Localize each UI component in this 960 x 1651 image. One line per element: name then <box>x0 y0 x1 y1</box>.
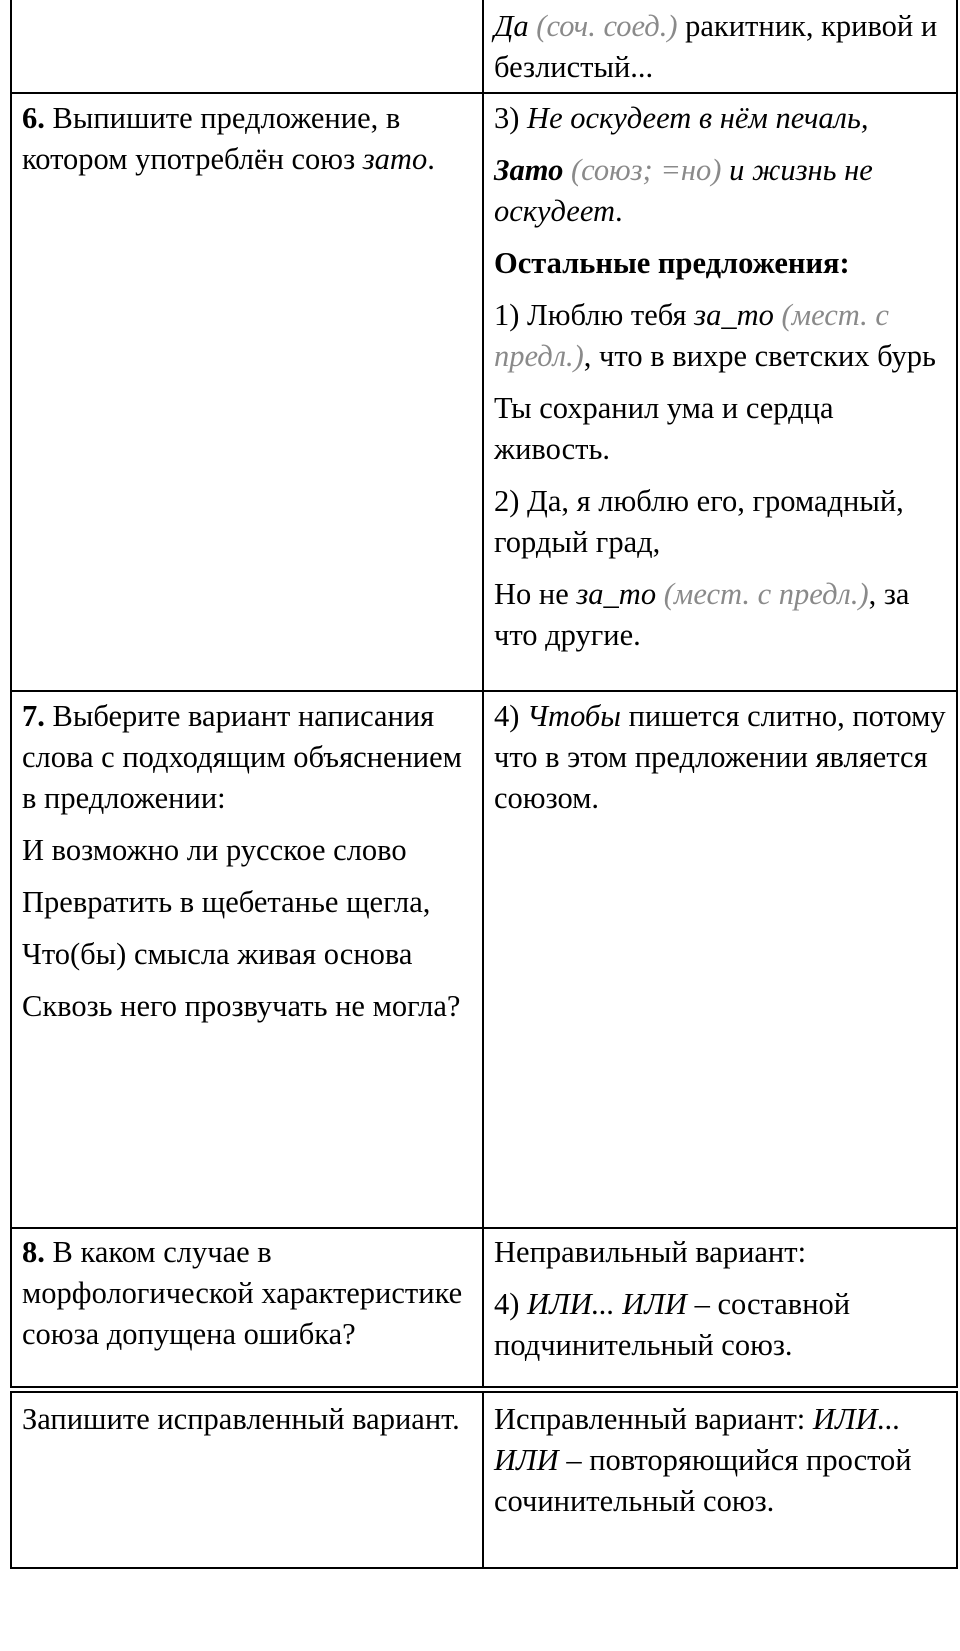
task-number: 7. <box>22 699 45 733</box>
row-divider <box>12 92 956 94</box>
answer-text: – повторяющийся простой сочинительный союз. <box>494 1443 912 1518</box>
other-text: 1) Люблю тебя <box>494 298 695 332</box>
answer-end: . <box>615 194 623 228</box>
table-correction-block <box>10 1391 958 1569</box>
other-text: Но не <box>494 577 577 611</box>
answer-word: ИЛИ... ИЛИ <box>527 1287 687 1321</box>
answer-number: 3) <box>494 101 528 135</box>
fix-label: Исправленный вариант: <box>494 1402 806 1436</box>
answer-line: Не оскудеет в нём печаль, <box>527 101 869 135</box>
answer-number: 4) <box>494 1287 528 1321</box>
answer-text: – составной подчинительный союз. <box>494 1287 851 1362</box>
grammar-note: (мест. с предл.) <box>656 577 869 611</box>
other-word: за_то <box>576 577 657 611</box>
grammar-note: (мест. с предл.) <box>494 298 889 373</box>
correction-answer-cell <box>494 1399 954 1522</box>
grammar-note: (союз; =но) <box>563 153 722 187</box>
grammar-note: (соч. соед.) <box>536 9 678 43</box>
task-text: Запишите исправленный вариант. <box>22 1402 460 1436</box>
answer-word: ИЛИ... ИЛИ <box>494 1402 901 1477</box>
poem-line: И возможно ли русское слово <box>22 833 407 867</box>
task-number: 8. <box>22 1235 45 1269</box>
task-text: Выпишите предложение, в котором употреблён союз <box>22 101 401 176</box>
task-end: . <box>427 142 435 176</box>
task7-question-cell <box>22 696 470 1027</box>
other-line: Ты сохранил ума и сердца живость. <box>494 391 834 466</box>
task7-answer-cell <box>494 696 954 819</box>
other-text: , что в вихре светских бурь <box>583 339 936 373</box>
correction-question-cell <box>22 1399 470 1440</box>
answer-word: Зато <box>494 153 564 187</box>
task8-answer-cell <box>494 1232 954 1366</box>
other-word: за_то <box>694 298 774 332</box>
answer-text: пишется слитно, потому что в этом предложении является союзом. <box>494 699 946 815</box>
task6-question-cell <box>22 98 470 180</box>
answer-word: Чтобы <box>527 699 621 733</box>
task6-answer-cell <box>494 98 954 656</box>
task-text: Выберите вариант написания слова с подходящим объяснением в предложении: <box>22 699 462 815</box>
task-number: 6. <box>22 101 45 135</box>
poem-line: Превратить в щебетанье щегла, <box>22 885 431 919</box>
answer-number: 4) <box>494 699 528 733</box>
row-divider <box>12 1227 956 1229</box>
task8-question-cell <box>22 1232 470 1355</box>
table-main-block <box>10 0 958 1388</box>
row0-text: ракитник, кривой и безлистый... <box>494 9 938 84</box>
row-divider <box>12 690 956 692</box>
task-text: В каком случае в морфологической характеристике союза допущена ошибка? <box>22 1235 463 1351</box>
column-divider <box>482 0 484 1386</box>
wrong-label: Неправильный вариант: <box>494 1235 807 1269</box>
poem-line: Сквозь него прозвучать не могла? <box>22 989 461 1023</box>
other-text: , за что другие. <box>494 577 910 652</box>
other-line: 2) Да, я люблю его, громадный, гордый град, <box>494 484 904 559</box>
others-heading: Остальные предложения: <box>494 246 850 280</box>
poem-line: Что(бы) смысла живая основа <box>22 937 413 971</box>
column-divider <box>482 1393 484 1567</box>
row0-right-cell <box>494 6 954 88</box>
task-word: зато <box>362 142 428 176</box>
word-da: Да <box>494 9 529 43</box>
answer-line: и жизнь не оскудеет <box>494 153 873 228</box>
